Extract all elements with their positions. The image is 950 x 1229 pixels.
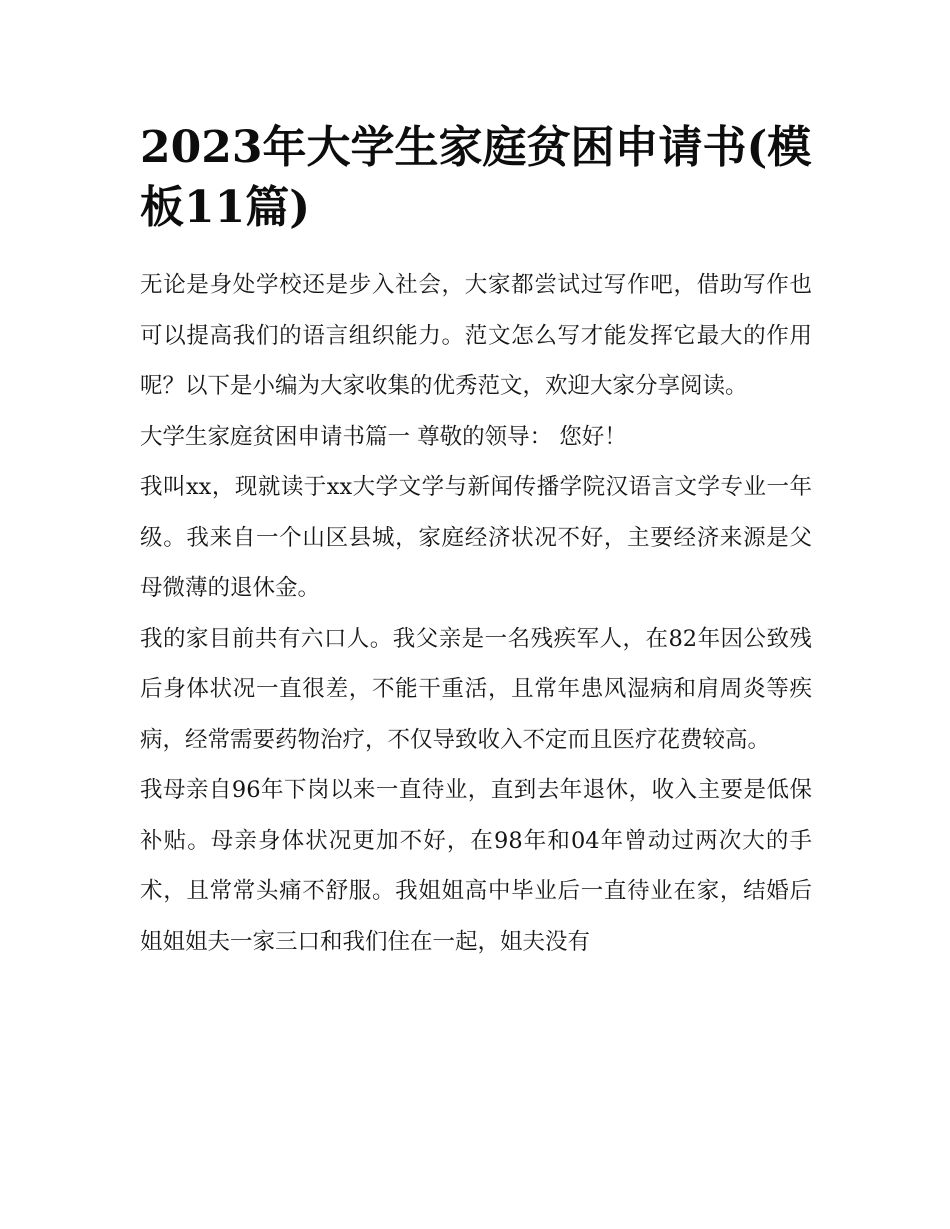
paragraph-intro: 无论是身处学校还是步入社会，大家都尝试过写作吧，借助写作也可以提高我们的语言组织能力。范文怎么写才能发挥它最大的作用呢？以下是小编为大家收集的优秀范文，欢迎大家分享阅读。 [140,272,812,399]
paragraph-self-introduction: 我叫xx，现就读于xx大学文学与新闻传播学院汉语言文学专业一年级。我来自一个山区县城，家庭经济状况不好，主要经济来源是父母微薄的退休金。 [140,474,812,601]
paragraph-family-mother-sister: 我母亲自96年下岗以来一直待业，直到去年退休，收入主要是低保补贴。母亲身体状况更加不好，在98年和04年曾动过两次大的手术，且常常头痛不舒服。我姐姐高中毕业后一直待业在家，结婚后姐姐姐夫一家三口和我们住在一起，姐夫没有 [140,777,812,955]
document-body [140,118,812,967]
paragraph-family-father: 我的家目前共有六口人。我父亲是一名残疾军人，在82年因公致残后身体状况一直很差，不能干重活，且常年患风湿病和肩周炎等疾病，经常需要药物治疗，不仅导致收入不定而且医疗花费较高。 [140,625,812,753]
paragraph-salutation: 大学生家庭贫困申请书篇一 尊敬的领导： 您好！ [140,423,627,450]
document-title: 2023年大学生家庭贫困申请书(模板11篇) [140,122,812,233]
